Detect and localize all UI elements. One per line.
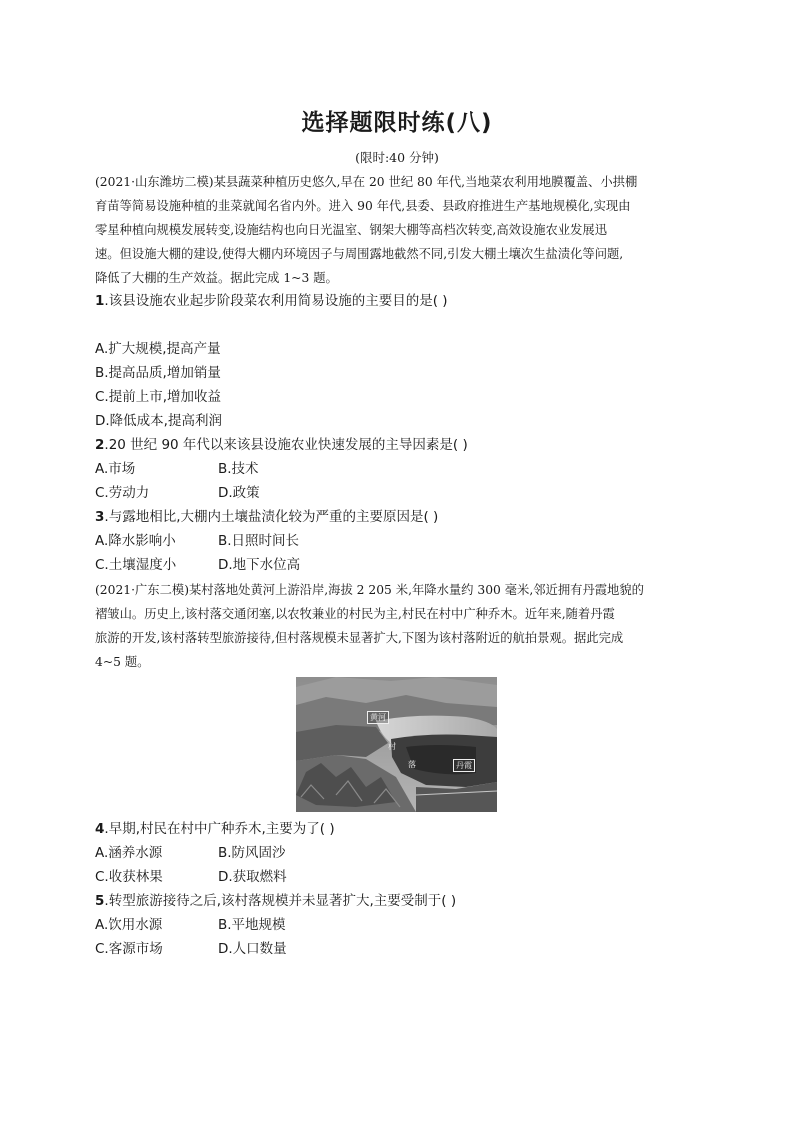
question-2-stem: 2.20 世纪 90 年代以来该县设施农业快速发展的主导因素是( ) [95, 437, 468, 453]
q1-option-d[interactable]: D.降低成本,提高利润 [95, 413, 222, 429]
q3-option-c[interactable]: C.土壤湿度小 [95, 557, 177, 573]
question-3-stem: 3.与露地相比,大棚内土壤盐渍化较为严重的主要原因是( ) [95, 509, 439, 525]
q5-option-c[interactable]: C.客源市场 [95, 941, 163, 957]
q3-options-row-2 [95, 555, 300, 575]
aerial-photo [296, 677, 497, 812]
q5-option-b[interactable]: B.平地规模 [218, 917, 286, 933]
q4-option-b[interactable]: B.防风固沙 [218, 845, 286, 861]
q5-options-row-2 [95, 939, 287, 959]
photo-label-yellow-river: 黄河 [367, 711, 389, 724]
q2-option-d[interactable]: D.政策 [218, 485, 260, 501]
question-number: 5 [95, 893, 105, 909]
q2-option-b[interactable]: B.技术 [218, 461, 259, 477]
passage-line: 褶皱山。历史上,该村落交通闭塞,以农牧兼业的村民为主,村民在村中广种乔木。近年来,随着丹霞 [95, 607, 615, 621]
q4-option-c[interactable]: C.收获林果 [95, 869, 163, 885]
q2-options-row-2 [95, 483, 260, 503]
q4-options-row-2 [95, 867, 287, 887]
q3-options-row-1 [95, 531, 299, 551]
q5-option-d[interactable]: D.人口数量 [218, 941, 287, 957]
q3-option-d[interactable]: D.地下水位高 [218, 557, 301, 573]
question-number: 1 [95, 293, 105, 309]
q4-options-row-1 [95, 843, 286, 863]
question-number: 4 [95, 821, 105, 837]
passage-line: 4~5 题。 [95, 655, 150, 669]
q4-option-a[interactable]: A.涵养水源 [95, 845, 163, 861]
q3-option-b[interactable]: B.日照时间长 [218, 533, 300, 549]
passage-line: 旅游的开发,该村落转型旅游接待,但村落规模未显著扩大,下图为该村落附近的航拍景观。据此完成 [95, 631, 624, 645]
passage-line: 速。但设施大棚的建设,使得大棚内环境因子与周围露地截然不同,引发大棚土壤次生盐渍化等问题, [95, 247, 624, 261]
passage-line: (2021·山东潍坊二模)某县蔬菜种植历史悠久,早在 20 世纪 80 年代,当地菜农利用地膜覆盖、小拱棚 [95, 175, 638, 189]
q2-option-a[interactable]: A.市场 [95, 461, 136, 477]
q5-option-a[interactable]: A.饮用水源 [95, 917, 163, 933]
photo-label-village-2: 落 [408, 760, 416, 769]
photo-label-village-1: 村 [388, 742, 396, 751]
page-title: 选择题限时练(八) [301, 110, 493, 136]
passage-line: 育苗等简易设施种植的韭菜就闻名省内外。进入 90 年代,县委、县政府推进生产基地规模化,实现由 [95, 199, 631, 213]
q1-option-c[interactable]: C.提前上市,增加收益 [95, 389, 222, 405]
question-number: 3 [95, 509, 105, 525]
question-5-stem: 5.转型旅游接待之后,该村落规模并未显著扩大,主要受制于( ) [95, 893, 457, 909]
time-limit: (限时:40 分钟) [355, 150, 439, 165]
q5-options-row-1 [95, 915, 286, 935]
passage-2 [95, 578, 700, 674]
photo-label-danxia: 丹霞 [453, 759, 475, 772]
passage-line: (2021·广东二模)某村落地处黄河上游沿岸,海拔 2 205 米,年降水量约 300 毫米,邻近拥有丹霞地貌的 [95, 583, 644, 597]
q1-option-b[interactable]: B.提高品质,增加销量 [95, 365, 221, 381]
question-4-stem: 4.早期,村民在村中广种乔木,主要为了( ) [95, 821, 335, 837]
q1-option-a[interactable]: A.扩大规模,提高产量 [95, 341, 221, 357]
q4-option-d[interactable]: D.获取燃料 [218, 869, 287, 885]
question-1-stem: 1.该县设施农业起步阶段菜农利用简易设施的主要目的是( ) [95, 293, 448, 309]
q2-option-c[interactable]: C.劳动力 [95, 485, 150, 501]
passage-line: 降低了大棚的生产效益。据此完成 1~3 题。 [95, 271, 338, 285]
q2-options-row-1 [95, 459, 259, 479]
q3-option-a[interactable]: A.降水影响小 [95, 533, 176, 549]
passage-line: 零星种植向规模发展转变,设施结构也向日光温室、钢架大棚等高档次转变,高效设施农业发展迅 [95, 223, 607, 237]
question-number: 2 [95, 437, 105, 453]
passage-1 [95, 170, 700, 290]
